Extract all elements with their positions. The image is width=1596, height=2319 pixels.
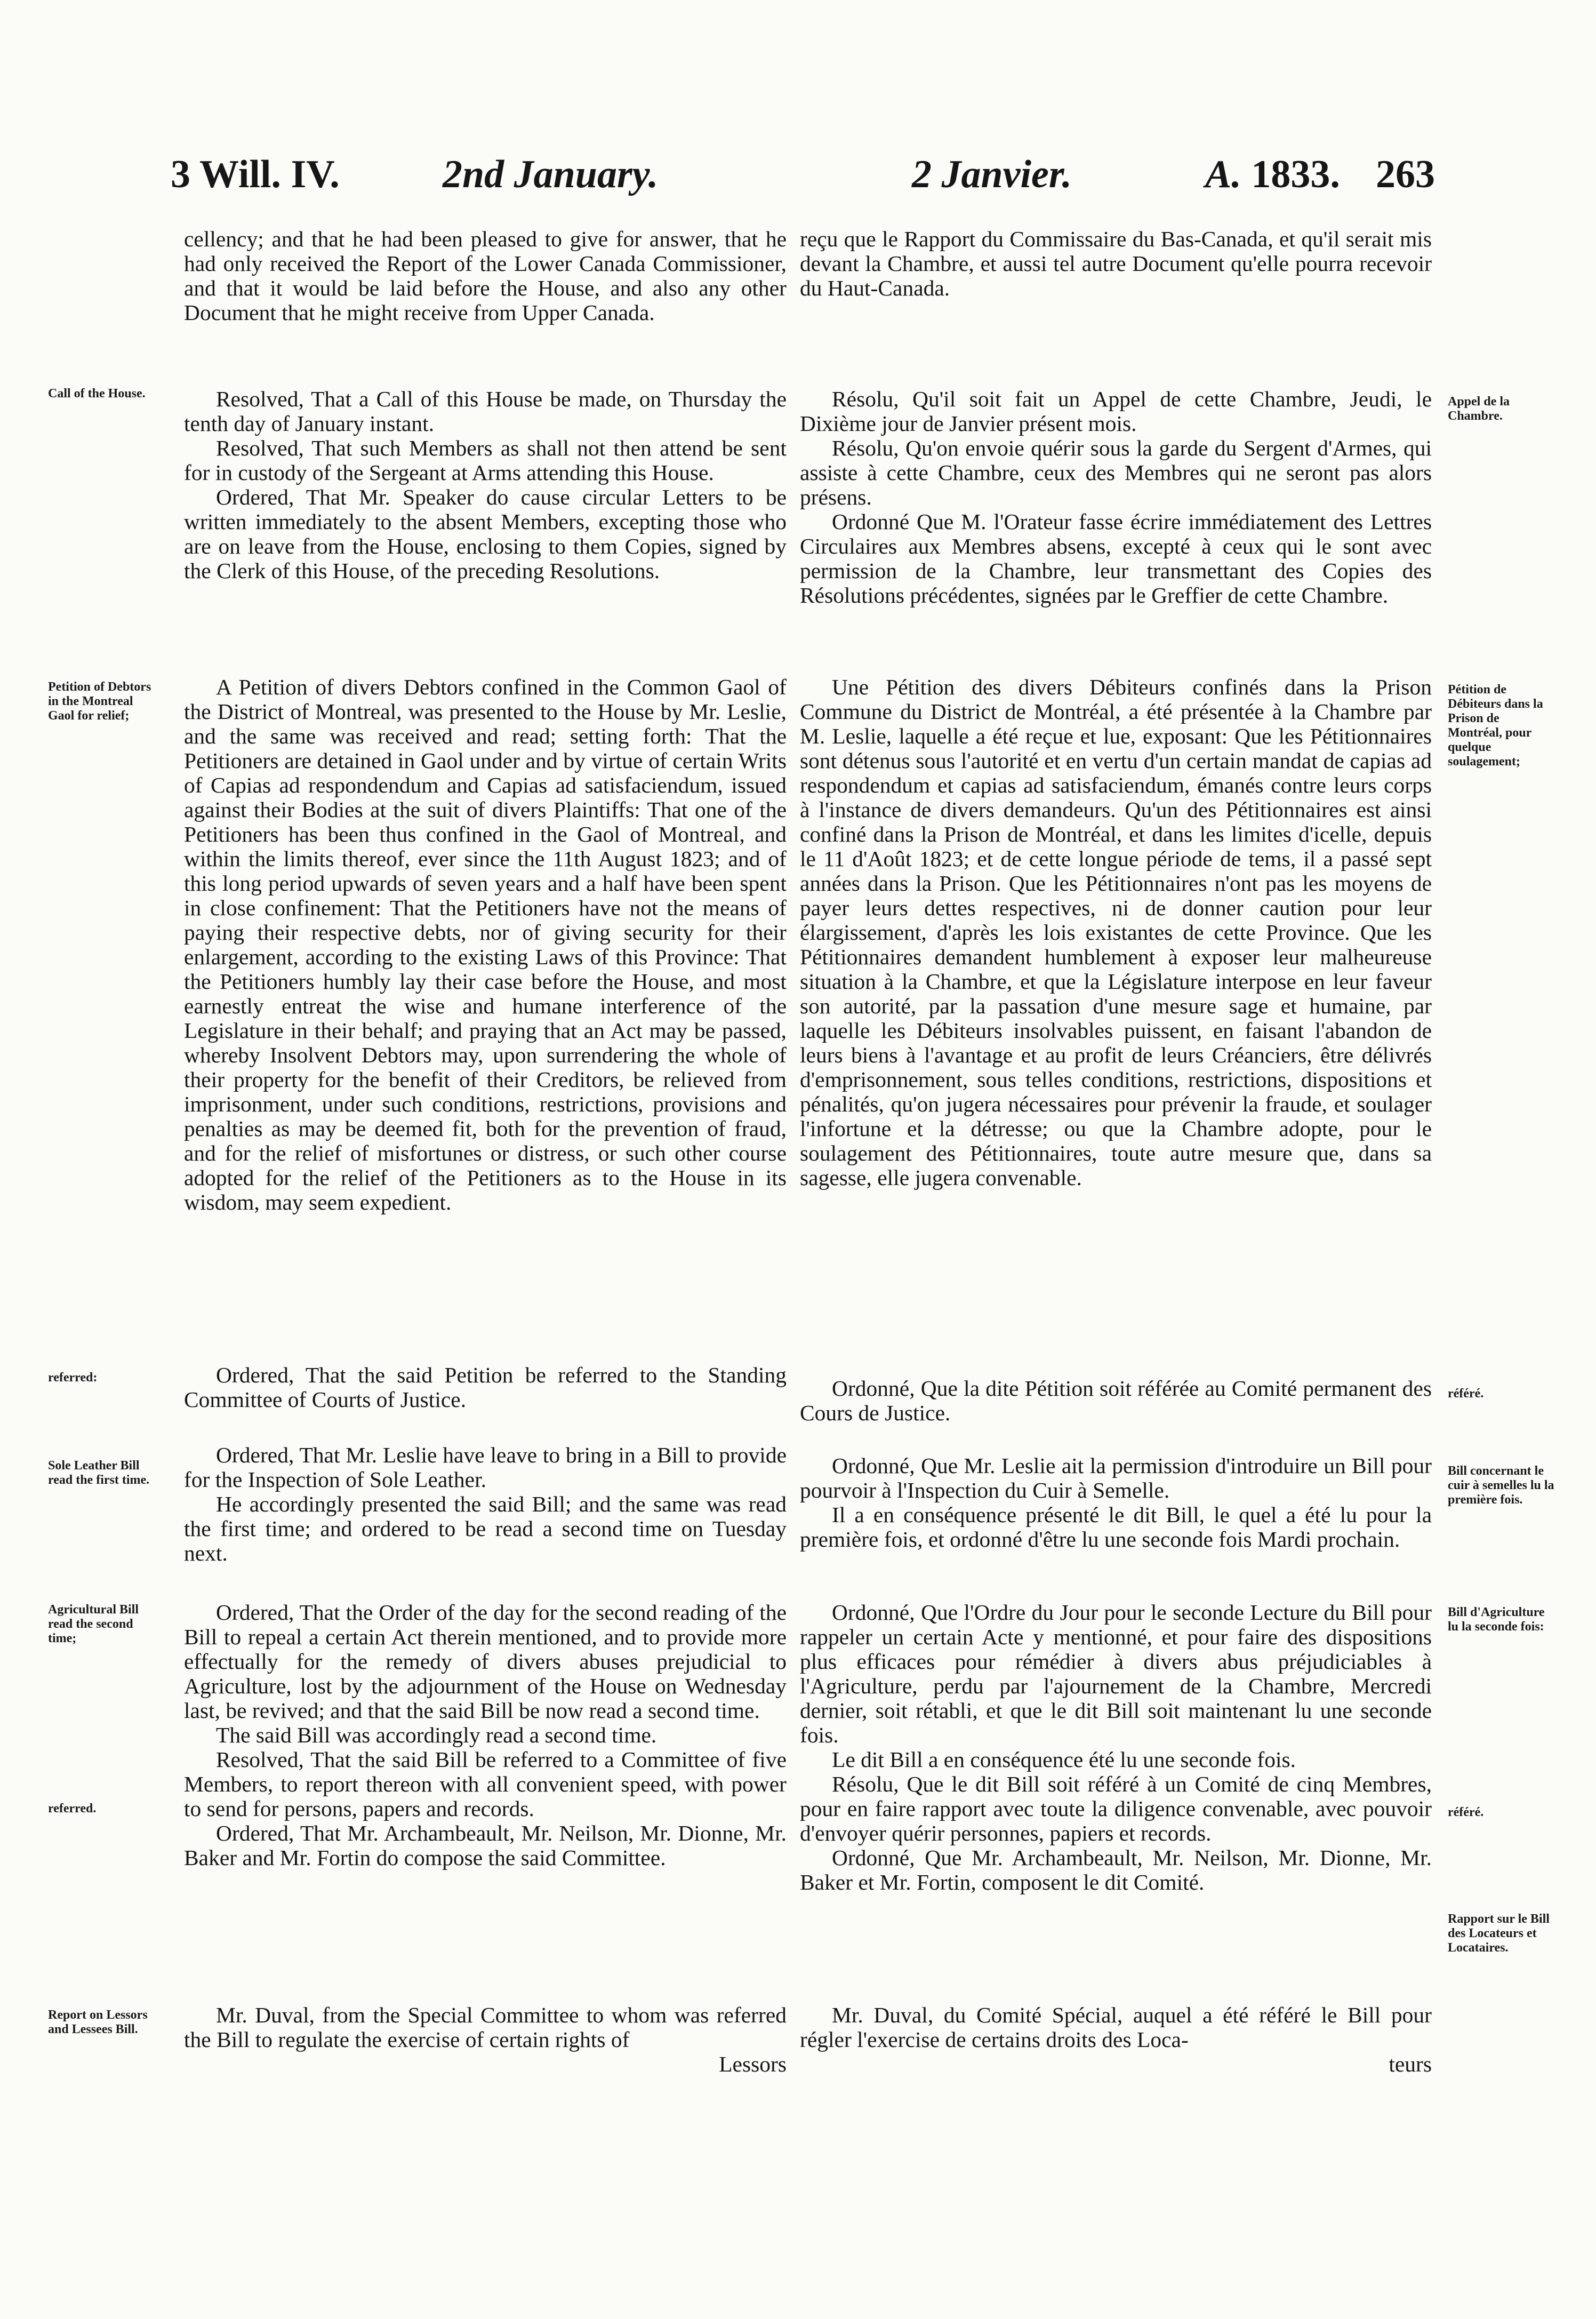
- english-paragraph: Ordered, That Mr. Leslie have leave to bring in a Bill to provide for the Inspection of Sole Leather.: [184, 1443, 787, 1492]
- english-block-referred: [184, 1363, 787, 1412]
- french-paragraph: Ordonné, Que l'Ordre du Jour pour le seconde Lecture du Bill pour rappeler un certain Acte y mentionné, et pour faire des dispositions plus efficaces pour rémédier à divers abus préjudiciables à l'Agriculture, perdu par l'ajournement de la Chambre, Mercredi dernier, soit rétabli, et que le dit Bill soit maintenant lu une seconde fois.: [800, 1600, 1432, 1747]
- french-block-rapport: [800, 2003, 1432, 2076]
- english-block-1: [184, 227, 787, 325]
- french-paragraph: Le dit Bill a en conséquence été lu une seconde fois.: [832, 1747, 1296, 1772]
- header-reign: 3 Will. IV.: [171, 153, 340, 196]
- french-paragraph: reçu que le Rapport du Commissaire du Bas-Canada, et qu'il serait mis devant la Chambre, et aussi tel autre Document qu'elle pourra recevoir du Haut-Canada.: [800, 227, 1432, 300]
- margin-note-bill-cuir: Bill concernant le cuir à semelles lu la première fois.: [1448, 1464, 1554, 1507]
- french-block-petition: [800, 675, 1432, 1190]
- english-paragraph: Mr. Duval, from the Special Committee to whom was referred the Bill to regulate the exercise of certain rights of: [184, 2003, 787, 2052]
- header-year-value: 1833.: [1251, 153, 1340, 196]
- margin-note-call: Call of the House.: [48, 387, 146, 401]
- margin-note-agricultural: Agricultural Bill read the second time;: [48, 1603, 139, 1645]
- english-catchword: Lessors: [719, 2052, 787, 2076]
- english-paragraph: Ordered, That Mr. Speaker do cause circular Letters to be written immediately to the absent Members, excepting those who are on leave from the House, enclosing to them Copies, signed by the Clerk of this House, of the preceding Resolutions.: [184, 485, 787, 583]
- header-year: [1205, 152, 1340, 197]
- french-paragraph: Ordonné, Que la dite Pétition soit référée au Comité permanent des Cours de Justice.: [800, 1376, 1432, 1425]
- french-paragraph: Mr. Duval, du Comité Spécial, auquel a été référé le Bill pour régler l'exercise de certains droits des Loca-: [800, 2003, 1432, 2052]
- margin-note-appel: Appel de la Chambre.: [1448, 395, 1510, 423]
- english-block-report: [184, 2003, 787, 2076]
- header-year-prefix: A.: [1205, 153, 1241, 196]
- french-paragraph: Ordonné Que M. l'Orateur fasse écrire immédiatement des Lettres Circulaires aux Membres absens, excepté à ceux qui le sont avec permission de la Chambre, leur transmettant des Copies des Résolutions précédentes, signées par le Greffier de cette Chambre.: [800, 509, 1432, 607]
- english-paragraph: Resolved, That such Members as shall not then attend be sent for in custody of the Sergeant at Arms attending this House.: [184, 436, 787, 485]
- french-block-agri: [800, 1600, 1432, 1894]
- english-paragraph: He accordingly presented the said Bill; and the same was read the first time; and ordered to be read a second time on Tuesday next.: [184, 1492, 787, 1565]
- margin-note-referred-2: referred.: [48, 1802, 97, 1816]
- english-paragraph: The said Bill was accordingly read a second time.: [216, 1723, 657, 1747]
- english-block-petition: [184, 675, 787, 1214]
- header-date-english: 2nd January.: [443, 153, 659, 196]
- english-block-agri: [184, 1600, 787, 1870]
- french-paragraph: Résolu, Qu'on envoie quérir sous la garde du Sergent d'Armes, qui assiste à cette Chambre, ceux des Membres qui ne seront pas alors présens.: [800, 436, 1432, 509]
- french-paragraph: Ordonné, Que Mr. Leslie ait la permission d'introduire un Bill pour pourvoir à l'Inspection du Cuir à Semelle.: [800, 1453, 1432, 1502]
- english-paragraph: Ordered, That Mr. Archambeault, Mr. Neilson, Mr. Dionne, Mr. Baker and Mr. Fortin do compose the said Committee.: [184, 1821, 787, 1870]
- english-paragraph: Resolved, That the said Bill be referred to a Committee of five Members, to report thereon with all convenient speed, with power to send for persons, papers and records.: [184, 1747, 787, 1821]
- french-block-1: [800, 227, 1432, 300]
- french-paragraph: Ordonné, Que Mr. Archambeault, Mr. Neilson, Mr. Dionne, Mr. Baker et Mr. Fortin, composent le dit Comité.: [800, 1845, 1432, 1894]
- english-block-2: [184, 387, 787, 583]
- english-paragraph: cellency; and that he had been pleased to give for answer, that he had only received the Report of the Lower Canada Commissioner, and that it would be laid before the House, and also any other Document that he might receive from Upper Canada.: [184, 227, 787, 325]
- header-date-french: 2 Janvier.: [912, 153, 1072, 196]
- french-paragraph: Résolu, Qu'il soit fait un Appel de cette Chambre, Jeudi, le Dixième jour de Janvier présent mois.: [800, 387, 1432, 436]
- margin-note-sole-leather: Sole Leather Bill read the first time.: [48, 1459, 150, 1487]
- margin-note-referred: referred:: [48, 1371, 98, 1385]
- page-header: [171, 152, 1450, 211]
- margin-note-refere: référé.: [1448, 1387, 1484, 1401]
- english-paragraph: Resolved, That a Call of this House be made, on Thursday the tenth day of January instant.: [184, 387, 787, 436]
- english-paragraph: Ordered, That the Order of the day for the second reading of the Bill to repeal a certain Act therein mentioned, and to provide more effectually for the remedy of divers abuses prejudicial to Agriculture, lost by the adjournment of the House on Wednesday last, be revived; and that the said Bill be now read a second time.: [184, 1600, 787, 1723]
- english-paragraph: Ordered, That the said Petition be referred to the Standing Committee of Courts of Justice.: [184, 1363, 787, 1412]
- french-paragraph: Il a en conséquence présenté le dit Bill, le quel a été lu pour la première fois, et ordonné d'être lu une seconde fois Mardi prochain.: [800, 1502, 1432, 1552]
- french-block-2: [800, 387, 1432, 607]
- margin-note-petition: Petition of Debtors in the Montreal Gaol for relief;: [48, 680, 151, 723]
- french-paragraph: Résolu, Que le dit Bill soit référé à un Comité de cinq Membres, pour en faire rapport avec toute la diligence convenable, avec pouvoir d'envoyer quérir personnes, papiers et records.: [800, 1772, 1432, 1845]
- french-catchword: teurs: [1389, 2052, 1432, 2076]
- margin-note-bill-agri: Bill d'Agriculture lu la seconde fois:: [1448, 1605, 1545, 1634]
- english-block-sole: [184, 1443, 787, 1565]
- margin-note-refere-2: référé.: [1448, 1805, 1484, 1819]
- margin-note-petition-fr: Pétition de Débiteurs dans la Prison de Montréal, pour quelque soulagement;: [1448, 683, 1543, 769]
- margin-note-rapport: Rapport sur le Bill des Locateurs et Locataires.: [1448, 1912, 1550, 1955]
- page-number: 263: [1376, 153, 1435, 196]
- french-paragraph: Une Pétition des divers Débiteurs confinés dans la Prison Commune du District de Montréal, a été présentée à la Chambre par M. Leslie, laquelle a été reçue et lue, exposant: Que les Pétitionnaires sont détenus sous l'autorité et en vertu d'un certain mandat de capias ad respondendum et capias ad satisfaciendum, émanés contre leurs corps à l'instance de divers demandeurs. Qu'un des Pétitionnaires est ainsi confiné dans la Prison de Montréal, et dans les limites d'icelle, depuis le 11 d'Août 1823; et de cette longue période de tems, il a passé sept années dans la Prison. Que les Pétitionnaires n'ont pas les moyens de payer leurs dettes respectives, ni de donner caution pour leur élargissement, d'après les lois existantes de cette Province. Que les Pétitionnaires demandent humblement à exposer leur malheureuse situation à la Chambre, et que la Législature interpose en leur faveur son autorité, par la passation d'une mesure sage et humaine, par laquelle les Débiteurs insolvables puissent, en faisant l'abandon de leurs biens à l'avantage et au profit de leurs Créanciers, être délivrés d'emprisonnement, sous telles conditions, restrictions, dispositions et pénalités, qu'on jugera nécessaires pour prévenir la fraude, et soulager l'infortune et la détresse; ou que la Chambre adopte, pour le soulagement des Pétitionnaires, toute autre mesure que, dans sa sagesse, elle jugera convenable.: [800, 675, 1432, 1190]
- french-block-cuir: [800, 1453, 1432, 1552]
- margin-note-report: Report on Lessors and Lessees Bill.: [48, 2008, 148, 2036]
- french-block-refere: [800, 1376, 1432, 1425]
- english-paragraph: A Petition of divers Debtors confined in the Common Gaol of the District of Montreal, was presented to the House by Mr. Leslie, and the same was received and read; setting forth: That the Petitioners are detained in Gaol under and by virtue of certain Writs of Capias ad respondendum and Capias ad satisfaciendum, issued against their Bodies at the suit of divers Plaintiffs: That one of the Petitioners has been thus confined in the Gaol of Montreal, and within the limits thereof, ever since the 11th August 1823; and of this long period upwards of seven years and a half have been spent in close confinement: That the Petitioners have not the means of paying their respective debts, nor of giving security for their enlargement, according to the existing Laws of this Province: That the Petitioners humbly lay their case before the House, and most earnestly entreat the wise and humane interference of the Legislature in their behalf; and praying that an Act may be passed, whereby Insolvent Debtors may, upon surrendering the whole of their property for the benefit of their Creditors, be relieved from imprisonment, under such conditions, restrictions, provisions and penalties as may be deemed fit, both for the prevention of fraud, and for the relief of misfortunes or distress, or such other course adopted for the relief of the Petitioners as to the House in its wisdom, may seem expedient.: [184, 675, 787, 1214]
